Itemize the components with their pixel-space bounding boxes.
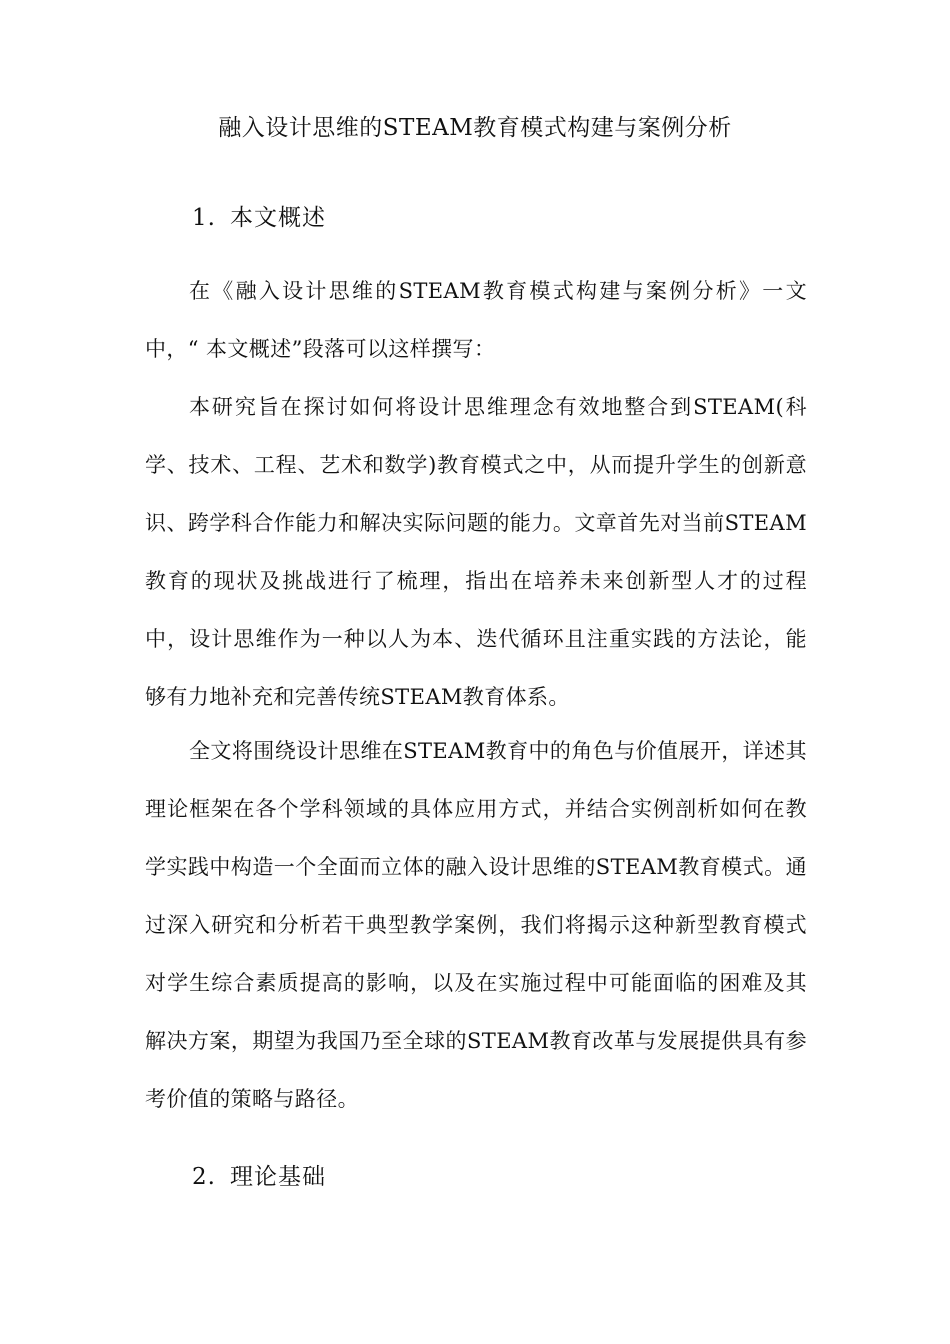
body-paragraph-block-2	[145, 722, 807, 1128]
intro-paragraph-block	[145, 262, 807, 378]
document-title: 融入设计思维的STEAM教育模式构建与案例分析	[218, 115, 732, 141]
section-heading-text: 本文概述	[230, 205, 326, 231]
body-paragraph: 全文将围绕设计思维在STEAM教育中的角色与价值展开，详述其理论框架在各个学科领域的具体应用方式，并结合实例剖析如何在教学实践中构造一个全面而立体的融入设计思维的STEAM教育模式。通过深入研究和分析若干典型教学案例，我们将揭示这种新型教育模式对学生综合素质提高的影响，以及在实施过程中可能面临的困难及其解决方案，期望为我国乃至全球的STEAM教育改革与发展提供具有参考价值的策略与路径。	[145, 739, 807, 1111]
section-heading-2	[192, 1157, 326, 1197]
body-paragraph: 本研究旨在探讨如何将设计思维理念有效地整合到STEAM(科学、技术、工程、艺术和数学)教育模式之中，从而提升学生的创新意识、跨学科合作能力和解决实际问题的能力。文章首先对当前STEAM教育的现状及挑战进行了梳理，指出在培养未来创新型人才的过程中，设计思维作为一种以人为本、迭代循环且注重实践的方法论，能够有力地补充和完善传统STEAM教育体系。	[145, 395, 807, 709]
section-number: 2.	[192, 1164, 216, 1190]
section-heading-1	[192, 198, 326, 238]
body-paragraph-block-1	[145, 378, 807, 726]
intro-paragraph: 在《融入设计思维的STEAM教育模式构建与案例分析》一文中，“ 本文概述”段落可以这样撰写：	[145, 279, 807, 361]
section-heading-text: 理论基础	[230, 1164, 326, 1190]
section-number: 1.	[192, 205, 216, 231]
